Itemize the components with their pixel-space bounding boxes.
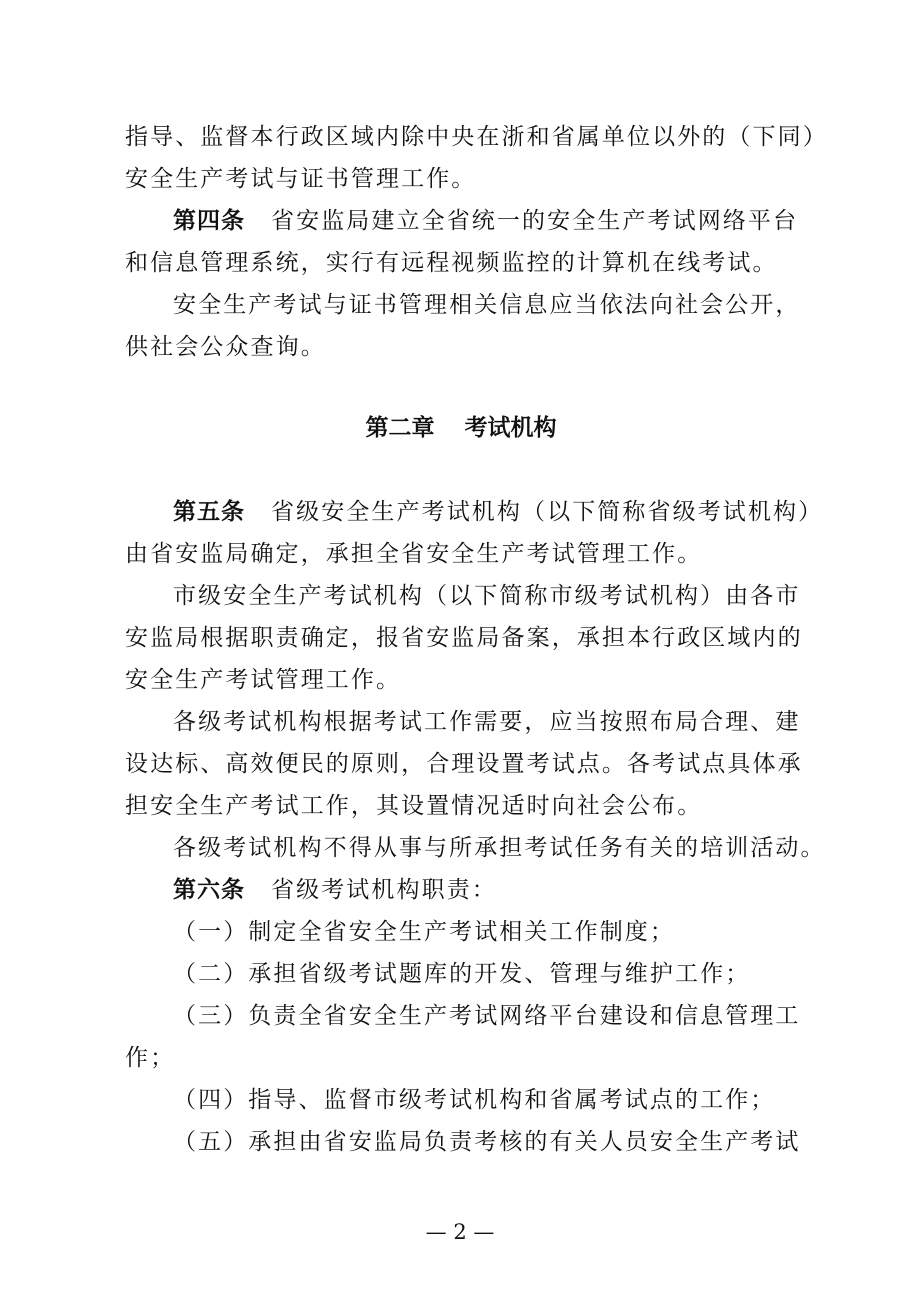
article-5-text: 省级安全生产考试机构（以下简称省级考试机构） [271,499,824,525]
text-line: 由省安监局确定，承担全省安全生产考试管理工作。 [125,541,703,567]
text-line: 安全生产考试管理工作。 [125,667,402,693]
text-line: 安监局根据职责确定，报省安监局备案，承担本行政区域内的 [125,625,803,651]
list-item: （四）指导、监督市级考试机构和省属考试点的工作； [173,1087,776,1113]
text-line: 作； [125,1045,176,1071]
page-number: — 2 — [425,1220,495,1244]
list-item: （二）承担省级考试题库的开发、管理与维护工作； [173,961,751,987]
list-item: （三）负责全省安全生产考试网络平台建设和信息管理工 [173,1003,801,1029]
article-4-title: 第四条 [173,208,245,234]
text-line: 市级安全生产考试机构（以下简称市级考试机构）由各市 [173,583,801,609]
text-line: 担安全生产考试工作，其设置情况适时向社会公布。 [125,793,703,819]
text-line: 供社会公众查询。 [125,334,326,360]
article-5-line [125,497,824,527]
chapter-title: 考试机构 [464,415,557,441]
text-line: 各级考试机构不得从事与所承担考试任务有关的培训活动。 [173,835,826,861]
chapter-number: 第二章 [365,415,435,441]
text-line: 指导、监督本行政区域内除中央在浙和省属单位以外的（下同） [125,124,828,150]
list-item: （一）制定全省安全生产考试相关工作制度； [173,919,675,945]
article-4-line [125,206,797,236]
text-line: 设达标、高效便民的原则，合理设置考试点。各考试点具体承 [125,751,803,777]
article-6-line [125,875,797,905]
article-6-title: 第六条 [173,877,245,903]
article-5-title: 第五条 [173,499,245,525]
chapter-heading [125,413,797,443]
list-item: （五）承担由省安监局负责考核的有关人员安全生产考试 [173,1129,801,1155]
text-line: 各级考试机构根据考试工作需要，应当按照布局合理、建 [173,709,801,735]
article-6-text: 省级考试机构职责： [271,877,497,903]
article-4-text: 省安监局建立全省统一的安全生产考试网络平台 [271,208,799,234]
text-line: 安全生产考试与证书管理工作。 [125,166,477,192]
text-line: 安全生产考试与证书管理相关信息应当依法向社会公开， [173,292,801,318]
text-line: 和信息管理系统，实行有远程视频监控的计算机在线考试。 [125,250,778,276]
